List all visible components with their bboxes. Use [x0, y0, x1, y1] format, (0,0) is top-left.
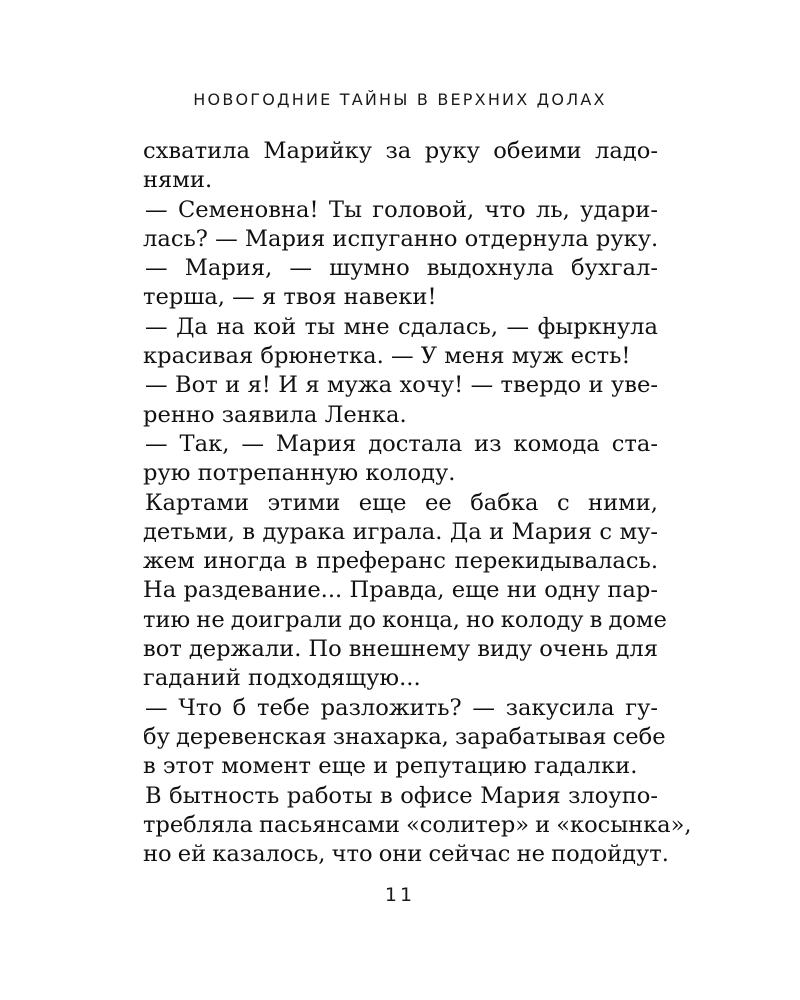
text-line: требляла пасьянсами «солитер» и «косынка», — [143, 811, 692, 838]
text-line: лась? — Мария испуганно отдернула руку. — [143, 225, 659, 252]
body-text — [143, 137, 692, 869]
text-line: — Мария, — шумно выдохнула бухгал- — [145, 255, 658, 282]
text-line: красивая брюнетка. — У меня муж есть! — [143, 343, 631, 370]
text-line: терша, — я твоя навеки! — [143, 284, 437, 311]
text-line: детьми, в дурака играла. Да и Мария с му- — [143, 518, 658, 545]
text-line: бу деревенская знахарка, зарабатывая себе — [143, 723, 666, 750]
text-line: жем иногда в преферанс перекидывалась. — [143, 548, 658, 575]
text-line: — Семеновна! Ты головой, что ль, удари- — [145, 196, 658, 223]
text-line: На раздевание... Правда, еще ни одну пар- — [143, 577, 658, 604]
text-line: гаданий подходящую... — [143, 665, 421, 692]
text-line: — Вот и я! И я мужа хочу! — твердо и уве- — [145, 372, 658, 399]
text-line: вот держали. По внешнему виду очень для — [143, 636, 658, 663]
text-line: нями. — [143, 167, 213, 194]
page-number: 11 — [384, 884, 416, 906]
text-line: — Так, — Мария достала из комода ста- — [145, 430, 658, 457]
running-title: НОВОГОДНИЕ ТАЙНЫ В ВЕРХНИХ ДОЛАХ — [193, 90, 607, 109]
text-line: — Что б тебе разложить? — закусила гу- — [145, 694, 658, 721]
text-line: Картами этими еще ее бабка с ними, — [145, 489, 658, 516]
text-line: ренно заявила Ленка. — [143, 401, 407, 428]
text-line: рую потрепанную колоду. — [143, 460, 456, 487]
text-line: — Да на кой ты мне сдалась, — фыркнула — [145, 313, 658, 340]
text-line: в этот момент еще и репутацию гадалки. — [143, 753, 638, 780]
text-line: В бытность работы в офисе Мария злоупо- — [145, 782, 658, 809]
text-line: тию не доиграли до конца, но колоду в доме — [143, 606, 667, 633]
text-line: схватила Марийку за руку обеими ладо- — [143, 138, 658, 164]
text-line: но ей казалось, что они сейчас не подойдут. — [143, 841, 669, 868]
